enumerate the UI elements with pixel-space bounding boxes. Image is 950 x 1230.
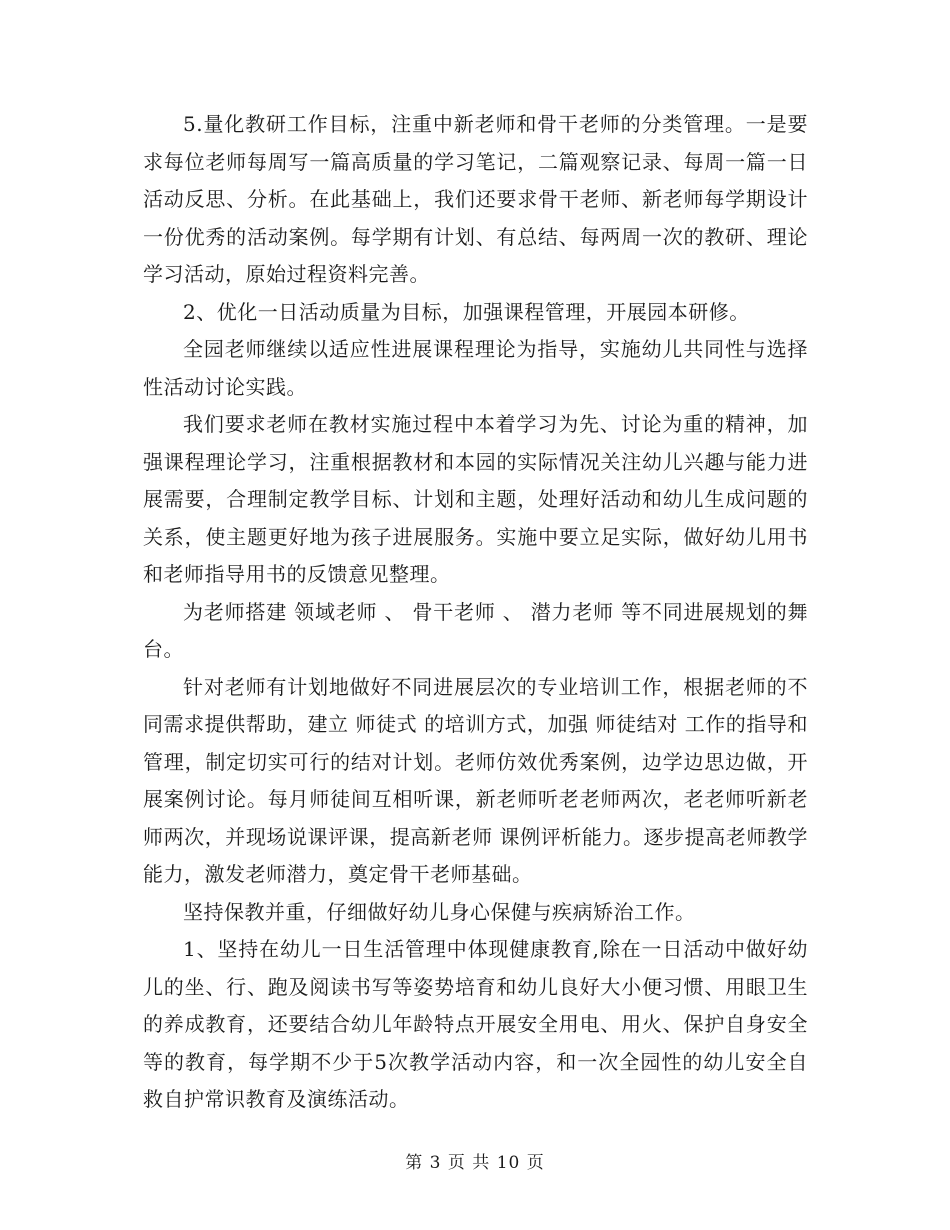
paragraph-4: 我们要求老师在教材实施过程中本着学习为先、讨论为重的精神，加强课程理论学习，注重根据教材和本园的实际情况关注幼儿兴趣与能力进展需要，合理制定教学目标、计划和主题，处理好活动和幼儿生成问题的关系，使主题更好地为孩子进展服务。实施中要立足实际，做好幼儿用书和老师指导用书的反馈意见整理。 <box>143 412 808 586</box>
paragraph-5: 为老师搭建 领域老师 、 骨干老师 、 潜力老师 等不同进展规划的舞台。 <box>143 599 808 661</box>
paragraph-7: 坚持保教并重，仔细做好幼儿身心保健与疾病矫治工作。 <box>183 899 696 924</box>
paragraph-6: 针对老师有计划地做好不同进展层次的专业培训工作，根据老师的不同需求提供帮助，建立 师徒式 的培训方式，加强 师徒结对 工作的指导和管理，制定切实可行的结对计划。老师仿效优秀案例，边学边思边做，开展案例讨论。每月师徒间互相听课，新老师听老老师两次，老老师听新老师两次，并现场说课评课，提高新老师 课例评析能力。逐步提高老师教学能力，激发老师潜力，奠定骨干老师基础。 <box>143 674 808 886</box>
paragraph-3: 全园老师继续以适应性进展课程理论为指导，实施幼儿共同性与选择性活动讨论实践。 <box>143 337 808 399</box>
document-body <box>143 106 808 1119</box>
page-footer: 第 3 页 共 10 页 <box>405 1153 545 1173</box>
paragraph-8: 1、坚持在幼儿一日生活管理中体现健康教育,除在一日活动中做好幼儿的坐、行、跑及阅读书写等姿势培育和幼儿良好大小便习惯、用眼卫生的养成教育，还要结合幼儿年龄特点开展安全用电、用火、保护自身安全等的教育，每学期不少于5次教学活动内容，和一次全园性的幼儿安全自救自护常识教育及演练活动。 <box>143 937 808 1111</box>
paragraph-1: 5.量化教研工作目标，注重中新老师和骨干老师的分类管理。一是要求每位老师每周写一篇高质量的学习笔记，二篇观察记录、每周一篇一日活动反思、分析。在此基础上，我们还要求骨干老师、新老师每学期设计一份优秀的活动案例。每学期有计划、有总结、每两周一次的教研、理论学习活动，原始过程资料完善。 <box>143 112 808 286</box>
paragraph-2: 2、优化一日活动质量为目标，加强课程管理，开展园本研修。 <box>183 299 750 324</box>
